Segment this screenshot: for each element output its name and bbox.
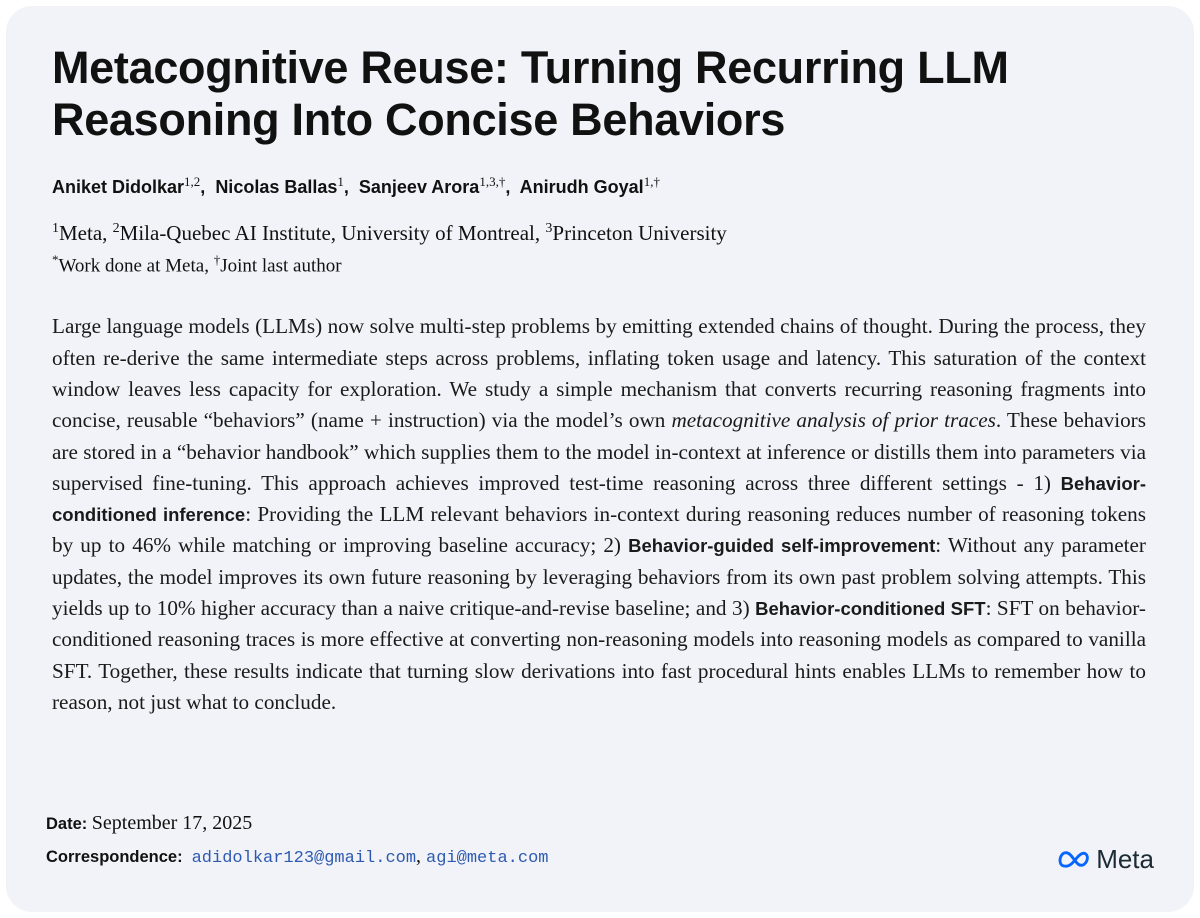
author-list [52,170,1146,199]
abstract-text: : Providing the LLM relevant behaviors in-context during reasoning reduces number of reasoning tokens by up to 46% while matching or improving baseline accuracy; 2) [52,502,1146,558]
affiliation-marker: 1 [52,221,59,236]
note-text: Work done at Meta [58,255,205,277]
affiliation-marker: 2 [112,221,120,236]
author-name: Nicolas Ballas [215,177,338,197]
correspondence-label: Correspondence: [46,848,183,866]
abstract-keyword: Behavior-conditioned SFT [755,598,986,619]
author-name: Anirudh Goyal [519,177,644,197]
email-separator: , [416,845,427,867]
meta-logo [1057,846,1154,872]
date-value: September 17, 2025 [91,812,253,834]
meta-infinity-icon [1057,848,1093,870]
abstract-text: . These behaviors are stored in a “behavior handbook” which supplies them to the model in-context at inference or distills them into parameters via supervised fine-tuning. This approach achieves improved test-time reasoning across three different settings - 1) [52,408,1146,495]
note-marker: † [213,252,221,267]
date-label: Date: [46,815,88,833]
author-separator: , [343,177,354,197]
affiliation-name: Princeton University [552,221,727,245]
date-row [46,812,252,835]
affiliation-name: Mila-Quebec AI Institute, University of Montreal [119,221,535,245]
abstract [52,311,1146,718]
meta-logo-text: Meta [1096,844,1154,874]
abstract-text: : Without any parameter updates, the model improves its own future reasoning by leveraging behaviors from its own past problem solving attempts. This yields up to 10% higher accuracy than a naive critique-and-revise baseline; and 3) [52,533,1146,620]
email-link[interactable]: agi@meta.com [426,849,549,868]
abstract-emphasis: metacognitive analysis of prior traces [671,408,996,433]
author-affiliation-marker: 1,† [643,174,660,189]
note-marker: * [52,252,59,267]
author-notes: *Work done at Meta, †Joint last author [52,252,342,277]
abstract-text: Large language models (LLMs) now solve multi-step problems by emitting extended chains of thought. During the process, they often re-derive the same intermediate steps across problems, inflating token usage and latency. This saturation of the context window leaves less capacity for exploration. We study a simple mechanism that converts recurring reasoning fragments into concise, reusable “behaviors” (name + instruction) via the model’s own [52,314,1146,433]
author-affiliation-marker: 1,3,† [479,174,506,189]
correspondence-row [46,845,548,868]
affiliation-marker: 3 [545,221,553,236]
paper-title: Metacognitive Reuse: Turning Recurring LLM Reasoning Into Concise Behaviors [52,42,1009,145]
author-affiliation-marker: 1 [337,174,344,189]
abstract-text: : SFT on behavior-conditioned reasoning traces is more effective at converting non-reasoning models into reasoning models as compared to vanilla SFT. Together, these results indicate that turning slow derivations into fast procedural hints enables LLMs to remember how to reason, not just what to conclude. [52,596,1146,714]
author-separator: , [505,177,516,197]
affiliation-name: Meta [59,221,103,245]
abstract-keyword: Behavior-conditioned inference [52,472,1146,526]
author-separator: , [200,177,211,197]
abstract-keyword: Behavior-guided self-improvement [628,535,936,557]
affiliations: $^1$Meta, $^2$Mila-Quebec AI Institute, University of Montreal, $^3$Princeton University [52,221,727,245]
author-affiliation-marker: 1,2 [184,174,201,189]
email-link[interactable]: adidolkar123@gmail.com [191,849,417,868]
note-text: Joint last author [220,255,342,277]
author-name: Sanjeev Arora [358,177,480,197]
author-name: Aniket Didolkar [52,177,185,197]
paper-card [6,6,1194,912]
